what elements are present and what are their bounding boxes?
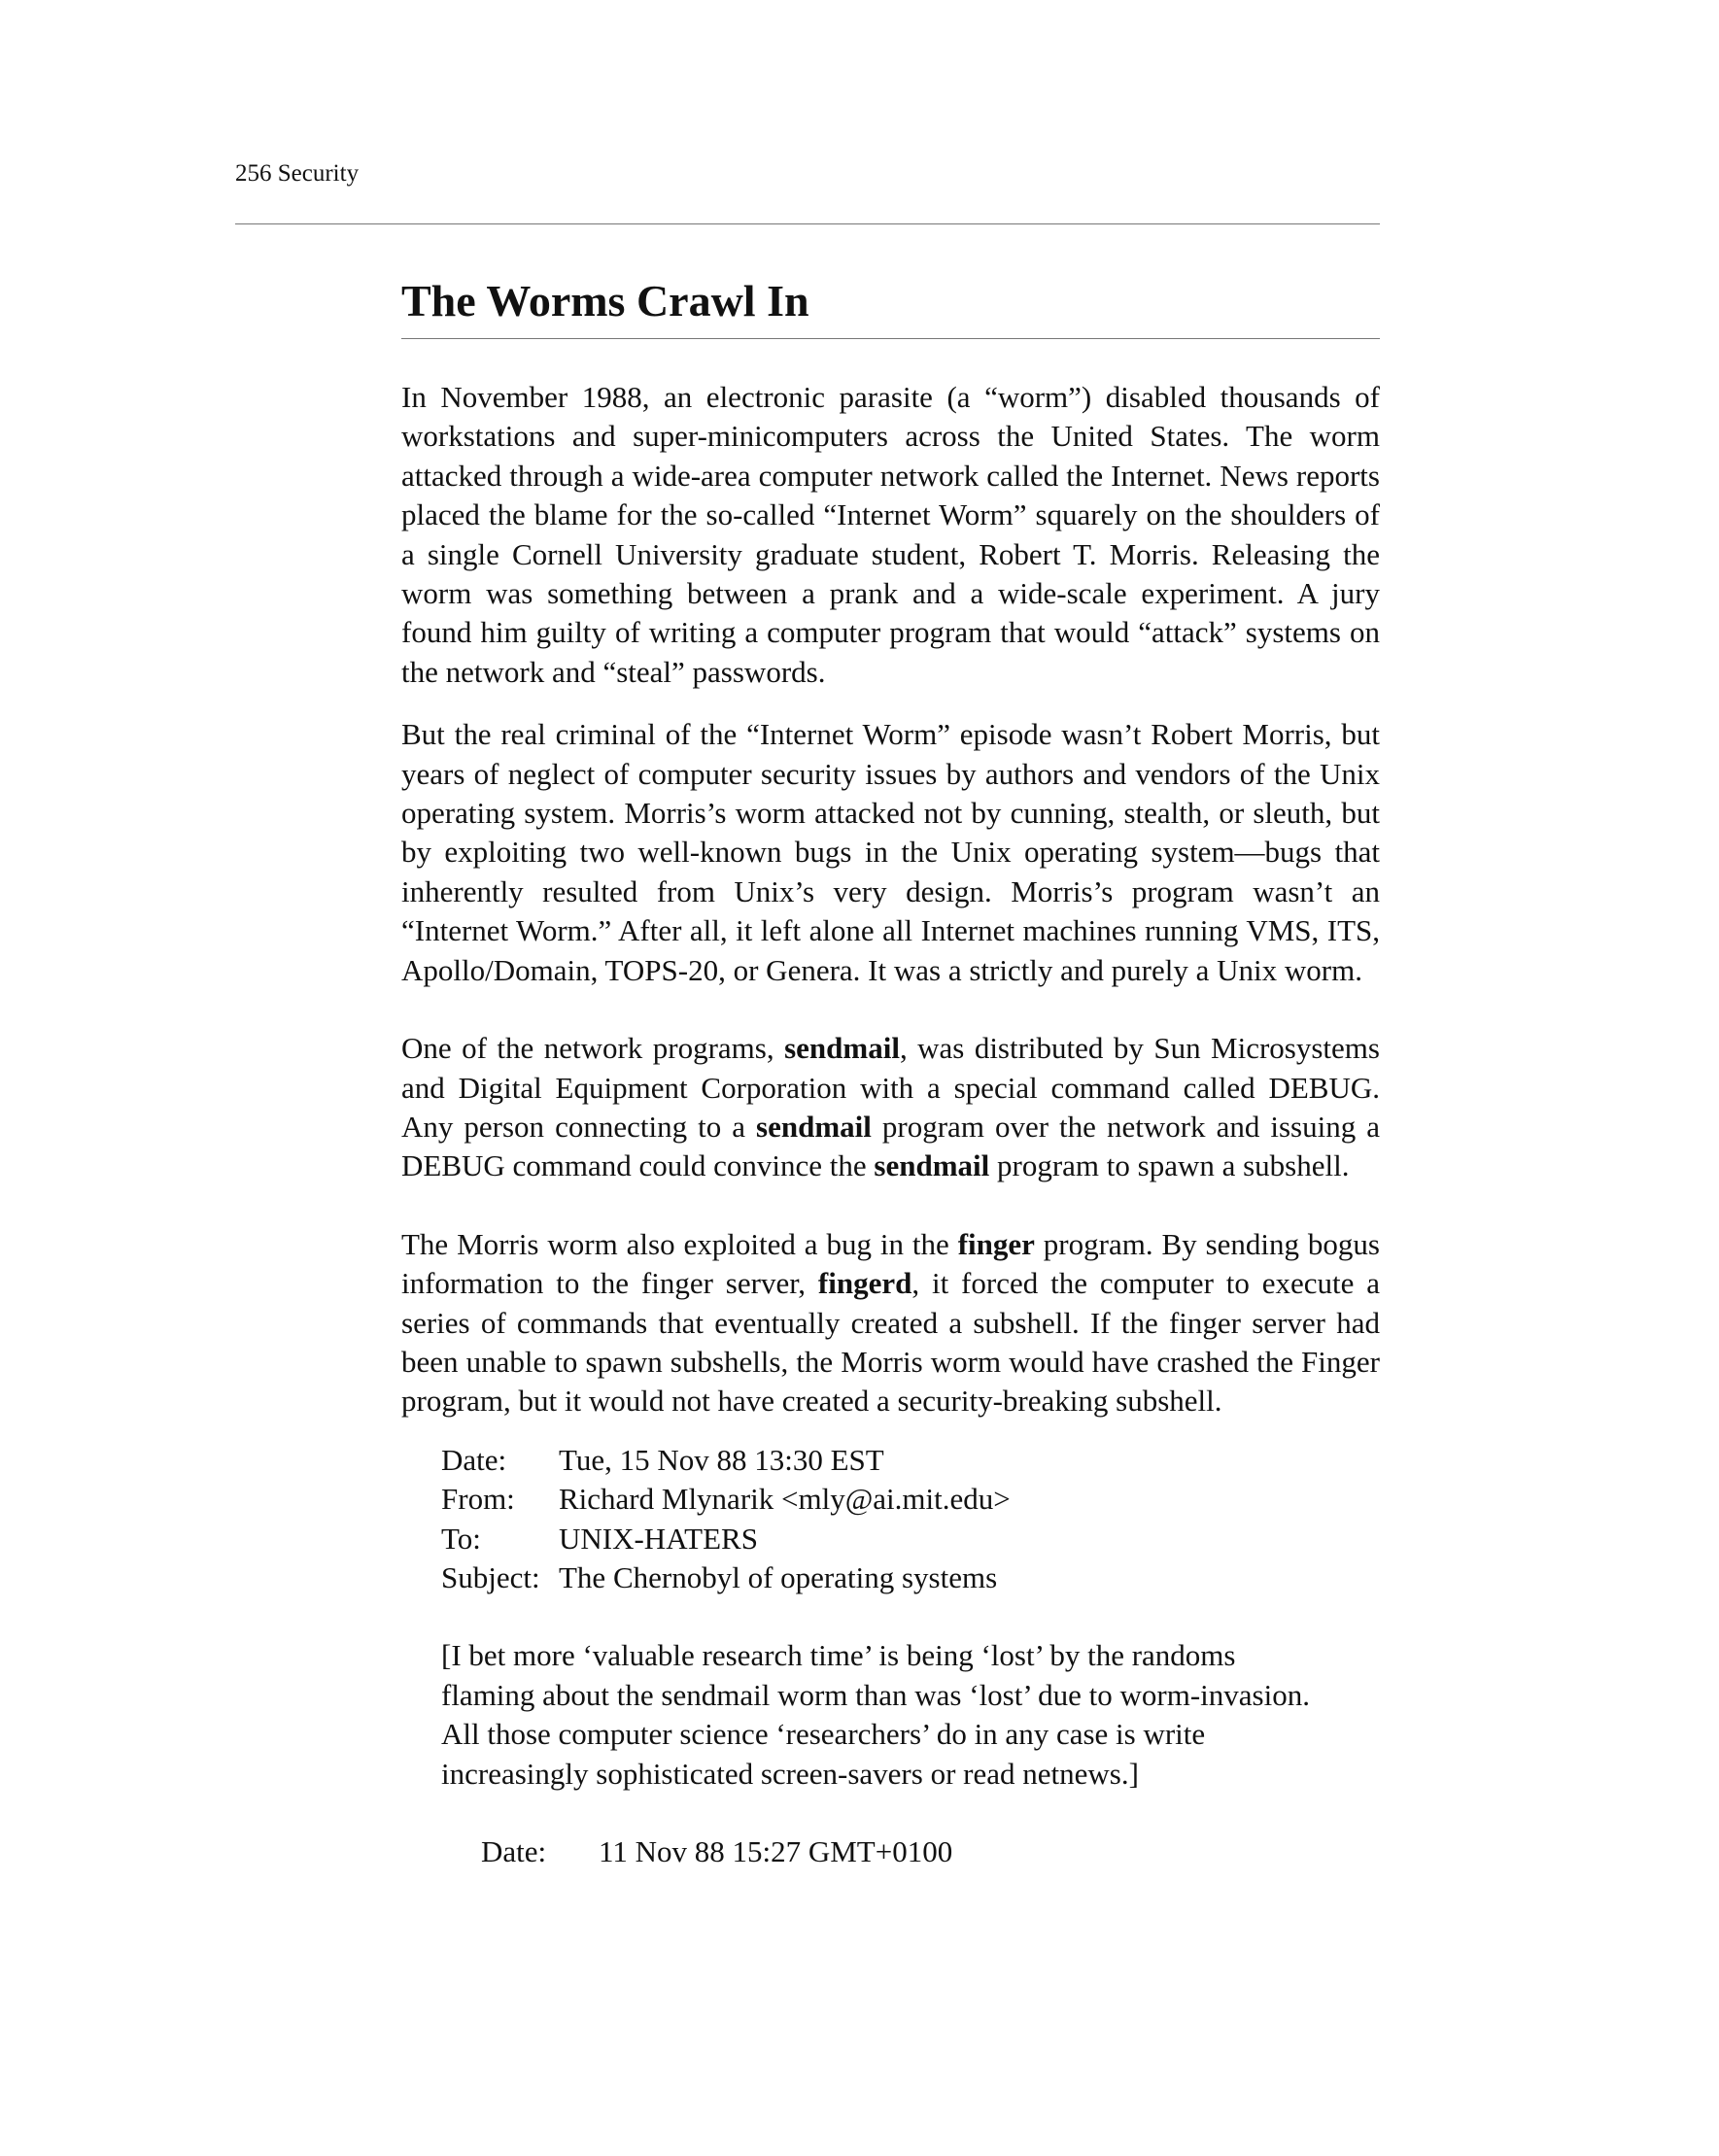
email-date-label: Date: [481, 1834, 547, 1868]
email-to-value: UNIX-HATERS [559, 1521, 758, 1556]
command-name: sendmail [874, 1148, 990, 1183]
email-date-value: 11 Nov 88 15:27 GMT+0100 [599, 1834, 953, 1868]
page-content [401, 262, 1380, 1871]
email-to-label: To: [441, 1521, 481, 1556]
email-from-row [441, 1480, 1380, 1519]
paragraph-4-text: program. By sending bogus information to the finger server, [401, 1226, 1380, 1301]
command-name: sendmail [784, 1031, 900, 1066]
email-subject-row [441, 1558, 1380, 1597]
section-title: The Worms Crawl In [401, 274, 1380, 339]
header-rule [235, 223, 1380, 224]
email-date-value: Tue, 15 Nov 88 13:30 EST [559, 1442, 884, 1477]
paragraph-2: But the real criminal of the “Internet Worm” episode wasn’t Robert Morris, but years of neglect of computer security issues by authors and vendors of the Unix operating system. Morris’s worm attacked not by cunning, stealth, or sleuth, but by exploiting two well-known bugs in the Unix operating system—bugs that inherently resulted from Unix’s very design. Morris’s program wasn’t an “Internet Worm.” After all, it left alone all Internet machines running VMS, ITS, Apollo/Domain, TOPS-20, or Genera. It was a strictly and purely a Unix worm. [401, 717, 1380, 987]
paragraph-3-text: program to spawn a subshell. [989, 1148, 1350, 1183]
email-date-row [481, 1832, 1380, 1871]
paragraph-1: In November 1988, an electronic parasite (a “worm”) disabled thousands of workstations and super-minicomputers across the United States. The worm attacked through a wide-area computer network called the Internet. News reports placed the blame for the so-called “Internet Worm” squarely on the shoulders of a single Cornell University graduate student, Robert T. Morris. Releasing the worm was something between a prank and a wide-scale experiment. A jury found him guilty of writing a computer program that would “attack” systems on the network and “steal” passwords. [401, 380, 1380, 689]
paragraph-4 [401, 1225, 1380, 1421]
email-body-quote: [I bet more ‘valuable research time’ is being ‘lost’ by the randoms flaming about the sendmail worm than was ‘lost’ due to worm-invasion. All those computer science ‘researchers’ do in any case is write increasingly sophisticated screen-savers or read netnews.] [441, 1638, 1310, 1791]
email-date-row [441, 1441, 1380, 1480]
paragraph-3 [401, 1029, 1380, 1186]
email-to-row [441, 1520, 1380, 1558]
command-name: fingerd [817, 1266, 912, 1301]
email-subject-value: The Chernobyl of operating systems [559, 1559, 998, 1594]
running-head: 256 Security [235, 160, 360, 187]
email-from-value: Richard Mlynarik <mly@ai.mit.edu> [559, 1482, 1011, 1517]
paragraph-4-text: The Morris worm also exploited a bug in the [401, 1226, 958, 1261]
email-header-1 [441, 1441, 1380, 1598]
paragraph-4-text: , it forced the computer to execute a series of commands that eventually created a subshell. If the finger server had been unable to spawn subshells, the Morris worm would have crashed the Finger program, but it would not have created a security-breaking subshell. [401, 1266, 1380, 1419]
email-from-label: From: [441, 1482, 515, 1517]
paragraph-3-text: program over the network and issuing a DEBUG command could convince the [401, 1109, 1380, 1183]
paragraph-3-text: One of the network programs, [401, 1031, 785, 1066]
email-date-label: Date: [441, 1442, 507, 1477]
email-subject-label: Subject: [441, 1559, 540, 1594]
paragraph-3-text: , was distributed by Sun Microsystems and Digital Equipment Corporation with a special command called DEBUG. Any person connecting to a [401, 1031, 1380, 1144]
email-header-2 [481, 1832, 1380, 1871]
command-name: sendmail [756, 1109, 872, 1144]
command-name: finger [957, 1226, 1035, 1261]
